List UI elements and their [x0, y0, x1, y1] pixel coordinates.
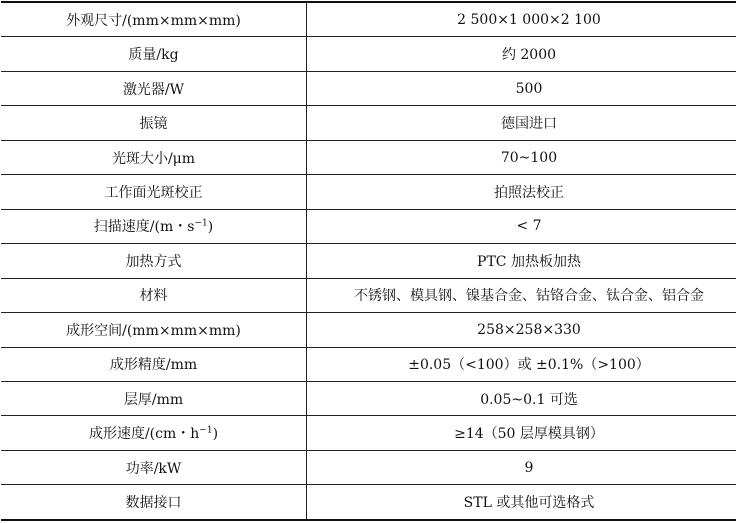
value-cell: < 7 — [307, 209, 736, 243]
value-cell: 500 — [307, 71, 736, 105]
table-row — [1, 416, 736, 450]
table-row — [1, 347, 736, 381]
param-cell: 功率/kW — [1, 450, 307, 484]
param-text-end: ) — [207, 219, 214, 236]
param-cell: 光斑大小/μm — [1, 140, 307, 174]
param-cell: 成形精度/mm — [1, 347, 307, 381]
param-cell — [1, 209, 307, 243]
value-cell: 2 500×1 000×2 100 — [307, 2, 736, 37]
table-row — [1, 485, 736, 520]
table-row — [1, 37, 736, 71]
table-row — [1, 209, 736, 243]
param-cell: 加热方式 — [1, 244, 307, 278]
table-row — [1, 175, 736, 209]
value-cell: ±0.05（<100）或 ±0.1%（>100） — [307, 347, 736, 381]
value-cell: 0.05~0.1 可选 — [307, 382, 736, 416]
table-row — [1, 450, 736, 484]
value-cell: 9 — [307, 450, 736, 484]
value-cell: 拍照法校正 — [307, 175, 736, 209]
param-cell: 层厚/mm — [1, 382, 307, 416]
table-row — [1, 244, 736, 278]
param-cell: 外观尺寸/(mm×mm×mm) — [1, 2, 307, 37]
param-cell: 数据接口 — [1, 485, 307, 520]
param-cell — [1, 416, 307, 450]
value-cell: PTC 加热板加热 — [307, 244, 736, 278]
table-row — [1, 278, 736, 312]
table-row — [1, 313, 736, 347]
value-cell: 德国进口 — [307, 106, 736, 140]
table-row — [1, 382, 736, 416]
param-cell: 振镜 — [1, 106, 307, 140]
value-cell: STL 或其他可选格式 — [307, 485, 736, 520]
table-row — [1, 2, 736, 37]
param-text-end: ) — [212, 426, 219, 443]
param-text: 成形速度/(cm・h — [88, 426, 200, 443]
value-cell: ≥14（50 层厚模具钢） — [307, 416, 736, 450]
param-text: 扫描速度/(m・s — [93, 219, 195, 236]
table-row — [1, 140, 736, 174]
table-row — [1, 71, 736, 105]
param-cell: 成形空间/(mm×mm×mm) — [1, 313, 307, 347]
value-cell: 不锈钢、模具钢、镍基合金、钴铬合金、钛合金、铝合金 — [307, 278, 736, 312]
param-cell: 工作面光斑校正 — [1, 175, 307, 209]
value-cell: 约 2000 — [307, 37, 736, 71]
param-exponent: −1 — [194, 218, 208, 229]
param-cell: 质量/kg — [1, 37, 307, 71]
value-cell: 258×258×330 — [307, 313, 736, 347]
param-exponent: −1 — [199, 425, 213, 436]
spec-table — [1, 1, 736, 521]
table-row — [1, 106, 736, 140]
param-cell: 材料 — [1, 278, 307, 312]
param-cell: 激光器/W — [1, 71, 307, 105]
value-cell: 70~100 — [307, 140, 736, 174]
